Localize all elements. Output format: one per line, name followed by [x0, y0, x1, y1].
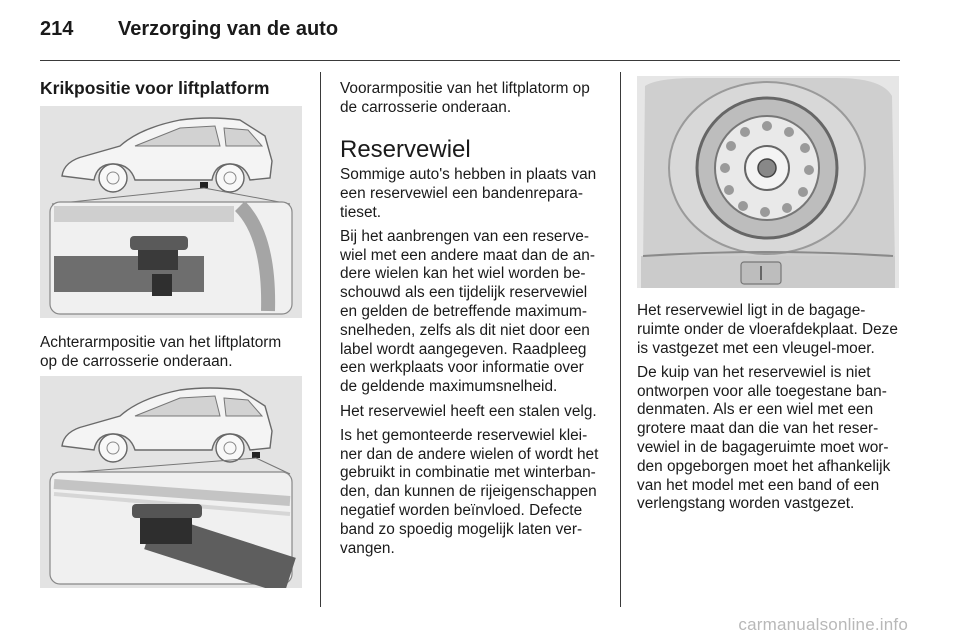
figure-spare-wheel-well — [637, 76, 899, 288]
caption-rear-arm: Achterarmpositie van het liftplatorm op de carrosserie onderaan. — [40, 334, 282, 370]
paragraph: Het reservewiel heeft een stalen velg. — [340, 402, 597, 420]
section-title-reservewiel: Reservewiel — [340, 136, 471, 163]
paragraph: Is het gemonteerde reservewiel klei-ner dan de andere wielen of wordt het gebruikt in combinatie met winterban-den, dan kunnen de rijeigenschappen negatief worden beïnvloed. Defecte band zo spoedig mogelijk laten ver-vangen. — [340, 426, 599, 557]
paragraph: Bij het aanbrengen van een reserve-wiel met een andere maat dan de an-dere wielen kan het wiel worden be-schouwd als een tijdelijk reservewiel en gelden de betreffende maximum-snelheden, zelfs als dit niet door een label wordt aangegeven. Raadpleeg een werkplaats voor informatie over de geldende maximumsnelheid. — [340, 227, 595, 396]
watermark: carmanualsonline.info — [738, 615, 908, 634]
header-divider — [40, 60, 900, 61]
paragraph: Sommige auto's hebben in plaats van een reservewiel een bandenrepara-tieset. — [340, 166, 597, 221]
page-title: Verzorging van de auto — [118, 18, 339, 40]
column-divider-1 — [320, 72, 321, 607]
paragraph: Het reservewiel ligt in de bagage-ruimte onder de vloerafdekplaat. Deze is vastgezet met een vleugel-moer. — [637, 302, 898, 357]
figure-rear-lift-position — [40, 376, 302, 588]
spare-wheel-body — [637, 302, 899, 520]
page-number: 214 — [40, 18, 74, 40]
column-divider-2 — [620, 72, 621, 607]
reservewiel-body — [340, 166, 602, 564]
section-heading-krikpositie: Krikpositie voor liftplatform — [40, 78, 270, 98]
figure-front-lift-position — [40, 106, 302, 318]
caption-front-arm: Voorarmpositie van het liftplatorm op de carrosserie onderaan. — [340, 80, 590, 116]
paragraph: De kuip van het reservewiel is niet ontworpen voor alle toegestane ban-denmaten. Als er een wiel met een grotere maat dan die van het reser-vewiel in de bagageruimte moet wor-den opgeborgen moet het afhankelijk van het model met een band of een verlengstang worden vastgezet. — [637, 363, 891, 513]
